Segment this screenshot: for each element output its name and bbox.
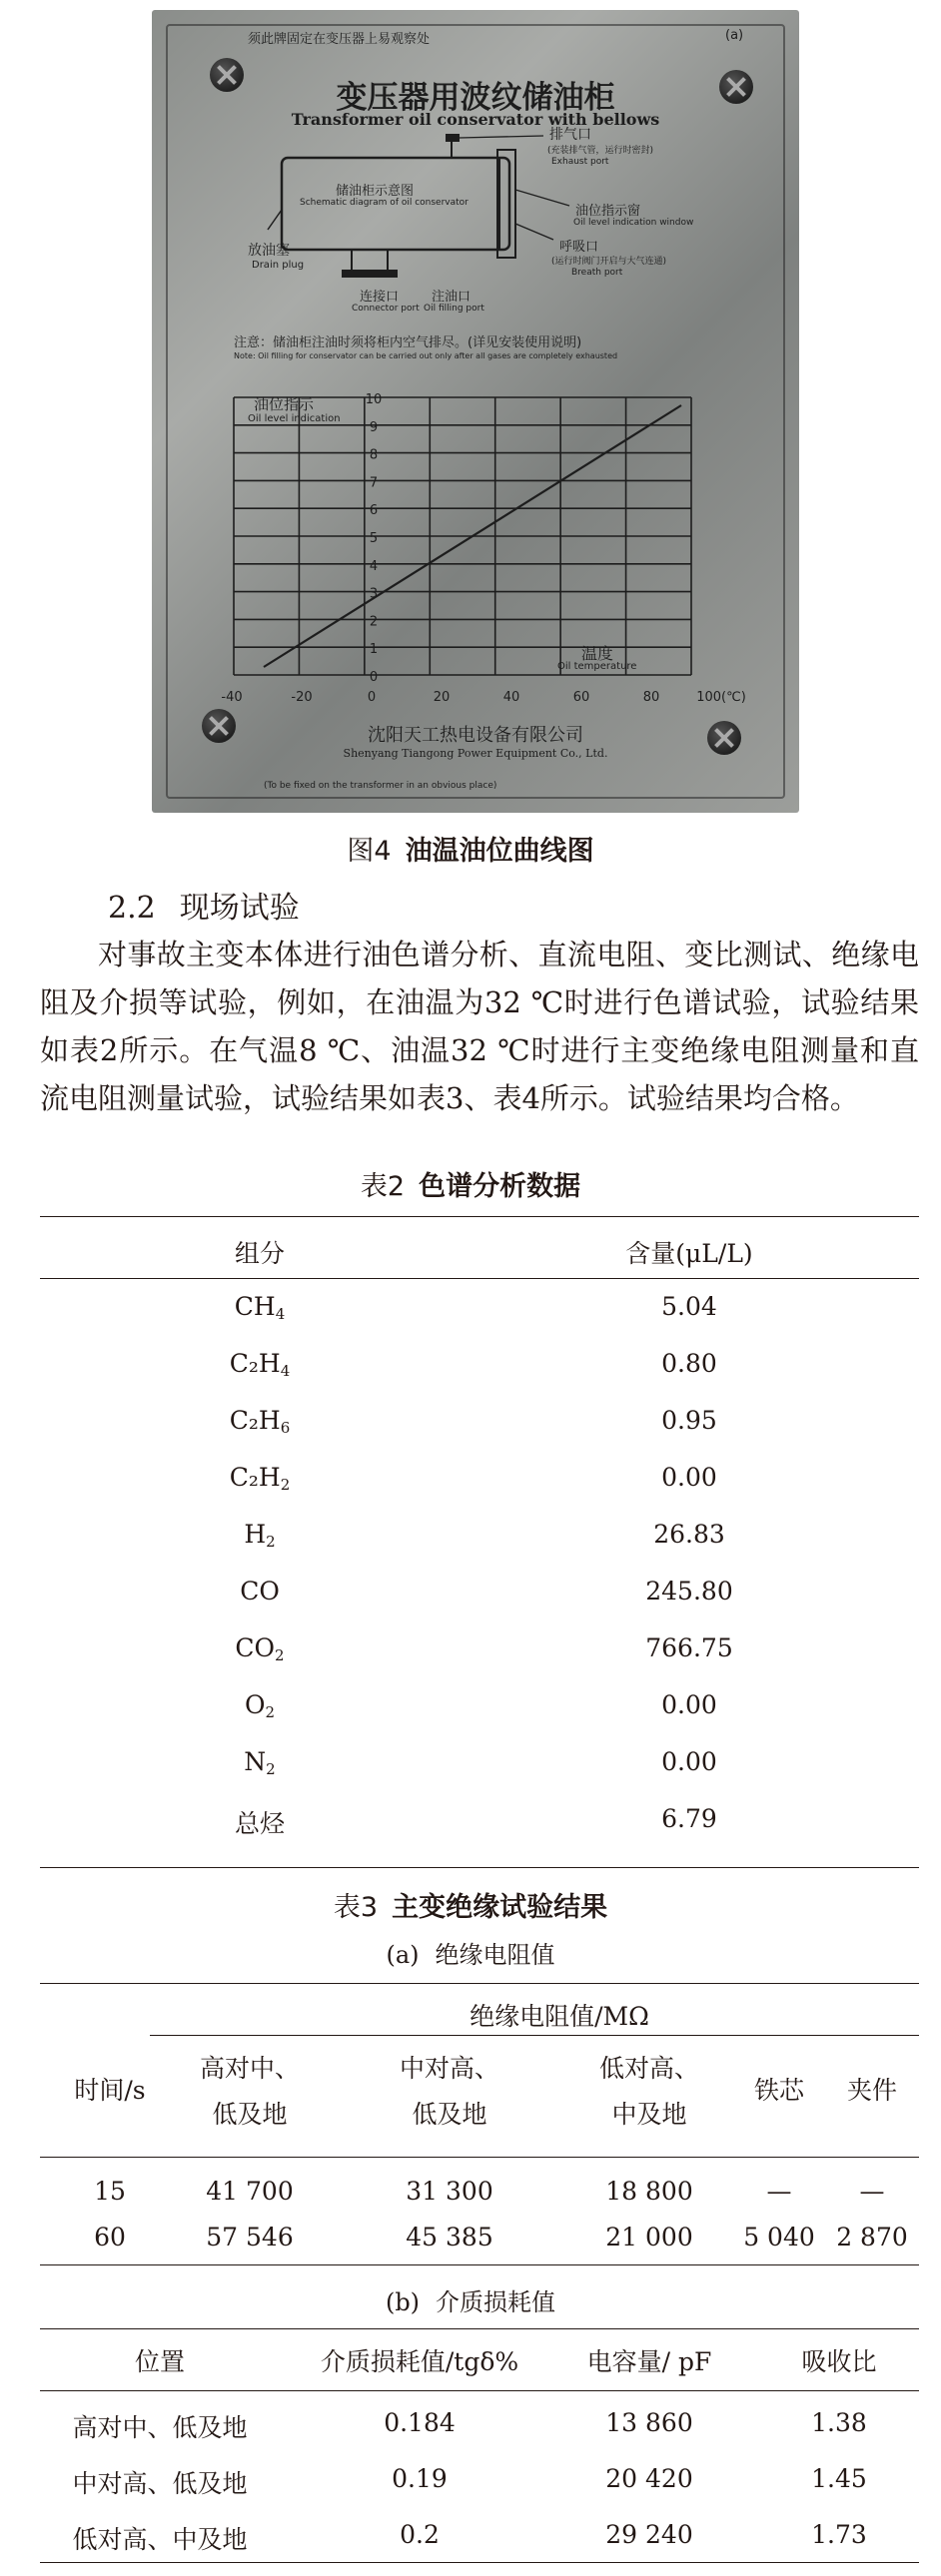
y-tick-label: 3 — [369, 586, 379, 602]
section-heading — [108, 883, 300, 927]
x-tick-label: 20 — [433, 690, 451, 705]
y-tick-label: 2 — [369, 614, 379, 630]
section-title: 现场试验 — [179, 891, 300, 926]
table3a-col-header-line2: 中及地 — [611, 2100, 687, 2129]
table3b-cell: 0.184 — [384, 2408, 456, 2437]
table3a-cell: 57 546 — [206, 2223, 294, 2252]
plate-note-cn: 注意：储油柜注油时须将柜内空气排尽。(详见安装使用说明) — [234, 335, 582, 350]
table3b-cell: 1.38 — [811, 2408, 867, 2437]
table3a-cell: — — [859, 2177, 885, 2206]
table3b-cell: 0.2 — [400, 2520, 440, 2549]
component-subscript: 4 — [275, 1305, 286, 1323]
y-tick-label: 10 — [365, 392, 383, 407]
table3a-time-header: 时间/s — [74, 2076, 146, 2105]
figure-caption — [0, 829, 941, 868]
table3a-col-header-line1: 低对高、 — [598, 2054, 699, 2083]
table3a-cell: 41 700 — [206, 2177, 294, 2206]
component-formula: H — [244, 1520, 267, 1549]
table3b-title: 介质损耗值 — [436, 2288, 556, 2316]
y-tick-label: 7 — [369, 475, 379, 491]
component-formula: O — [244, 1690, 266, 1719]
section-number: 2.2 — [108, 891, 156, 926]
table3a-col-header-line1: 高对中、 — [199, 2054, 300, 2083]
table3b-bottom-rule — [40, 2562, 919, 2563]
maker-cn: 沈阳天工热电设备有限公司 — [368, 725, 583, 746]
breath-label-cn: 呼吸口 — [559, 240, 599, 255]
figure-title: 油温油位曲线图 — [405, 836, 594, 867]
component-subscript: 2 — [266, 1760, 276, 1778]
y-tick-label: 6 — [369, 503, 379, 519]
table3b-top-rule — [40, 2328, 919, 2329]
oil-level-chart — [152, 10, 799, 813]
table3-number: 表3 — [333, 1892, 379, 1923]
x-tick-label: 40 — [502, 690, 520, 705]
x-tick-label: 100(℃) — [696, 690, 746, 705]
table3b-header-rule — [40, 2390, 919, 2391]
plate-note-en: Note: Oil filling for conservator can be carried out only after all gases are completely exhausted — [234, 351, 618, 360]
oil-temp-label-cn: 温度 — [581, 644, 614, 663]
table3a-cell: 45 385 — [406, 2223, 493, 2252]
drain-label-cn: 放油塞 — [248, 243, 290, 259]
table3a-col-header-line1: 中对高、 — [399, 2054, 499, 2083]
table2-header-rule — [40, 1278, 919, 1279]
table3b-cell: 1.45 — [811, 2464, 867, 2493]
oil-temp-label-en: Oil temperature — [557, 661, 637, 672]
connector-label-en: Connector port — [352, 304, 420, 314]
table3a-cell: 15 — [94, 2177, 126, 2206]
nameplate-photo — [152, 10, 799, 813]
table2-value: 6.79 — [661, 1804, 717, 1833]
drain-label-en: Drain plug — [252, 260, 305, 271]
table3b-cell: 中对高、低及地 — [72, 2469, 248, 2498]
table3a-group-header: 绝缘电阻值/MΩ — [470, 2002, 649, 2031]
table3b-header: 吸收比 — [801, 2347, 877, 2376]
maker-en: Shenyang Tiangong Power Equipment Co., Ltd. — [343, 747, 608, 760]
table2-value: 5.04 — [661, 1292, 717, 1321]
component-formula: C₂H — [229, 1349, 281, 1378]
table3b-header: 介质损耗值/tgδ% — [320, 2347, 519, 2376]
connector-label-cn: 连接口 — [360, 290, 400, 305]
plate-bottom-note: (To be fixed on the transformer in an obvious place) — [264, 781, 497, 791]
table3b-cell: 13 860 — [605, 2408, 693, 2437]
table3b-cell: 低对高、中及地 — [72, 2525, 248, 2554]
table3a-label: (a) — [386, 1941, 420, 1969]
table3b-header: 位置 — [134, 2347, 185, 2376]
component-subscript: 4 — [280, 1362, 291, 1380]
component-formula: C₂H — [229, 1406, 281, 1435]
table3a-cell: 21 000 — [605, 2223, 693, 2252]
table2-value: 245.80 — [645, 1577, 733, 1606]
schem-label-en: Schematic diagram of oil conservator — [300, 198, 469, 208]
table2-component — [160, 1633, 360, 1664]
table3b-cell: 20 420 — [605, 2464, 693, 2493]
table3a-cell: 60 — [94, 2223, 126, 2252]
fill-label-en: Oil filling port — [424, 304, 484, 314]
table3b-header: 电容量/ pF — [586, 2347, 712, 2376]
exhaust-label-cn: 排气口 — [549, 127, 591, 143]
table3b-subtitle — [0, 2282, 941, 2317]
table3b-cell: 1.73 — [811, 2520, 867, 2549]
table3a-subtitle — [0, 1935, 941, 1970]
breath-label-en: Breath port — [571, 268, 623, 278]
table3a-cell: 31 300 — [406, 2177, 493, 2206]
table3b-cell: 高对中、低及地 — [72, 2413, 248, 2442]
x-tick-label: -20 — [291, 690, 313, 705]
table2-value: 0.00 — [661, 1747, 717, 1776]
fill-label-cn: 注油口 — [432, 290, 471, 305]
table2-component — [160, 1690, 360, 1721]
table2-value: 0.00 — [661, 1463, 717, 1492]
plate-title-en: Transformer oil conservator with bellows — [291, 110, 660, 129]
table2-value: 26.83 — [653, 1520, 725, 1549]
table2-component — [160, 1406, 360, 1437]
x-tick-label: 80 — [642, 690, 660, 705]
oil-level-label-en: Oil level indication — [248, 413, 341, 424]
y-tick-label: 5 — [369, 531, 379, 546]
table3-title: 主变绝缘试验结果 — [392, 1892, 608, 1923]
plate-title-cn: 变压器用波纹储油柜 — [336, 80, 615, 116]
plate-top-note: 须此牌固定在变压器上易观察处 — [248, 32, 431, 47]
table2-component — [160, 1520, 360, 1551]
window-label-en: Oil level indication window — [573, 218, 694, 228]
table2-value: 0.95 — [661, 1406, 717, 1435]
table2-header-content: 含量(μL/L) — [625, 1239, 753, 1268]
table3a-group-rule — [150, 2035, 919, 2036]
table3a-header-rule — [40, 2157, 919, 2158]
component-formula: CO — [240, 1577, 280, 1606]
y-tick-label: 8 — [369, 447, 379, 463]
component-formula: C₂H — [229, 1463, 281, 1492]
component-subscript: 2 — [275, 1646, 285, 1664]
table2-component — [160, 1292, 360, 1323]
table3a-col-header: 夹件 — [846, 2076, 897, 2105]
window-label-cn: 油位指示窗 — [575, 204, 641, 219]
table3a-col-header-line2: 低及地 — [212, 2100, 288, 2129]
table2-title: 色谱分析数据 — [419, 1171, 581, 1202]
table2-caption — [0, 1164, 941, 1203]
plate-corner-mark: (a) — [725, 28, 744, 43]
y-tick-label: 9 — [369, 419, 379, 435]
table3a-cell: 18 800 — [605, 2177, 693, 2206]
table2-header-component: 组分 — [234, 1239, 285, 1268]
table3a-col-header: 铁芯 — [753, 2076, 804, 2105]
y-tick-label: 4 — [369, 558, 379, 574]
table2-top-rule — [40, 1216, 919, 1217]
table2-number: 表2 — [360, 1171, 406, 1202]
breath-label-sub: (运行时阀门开启与大气连通) — [551, 257, 667, 267]
table2-component — [160, 1577, 360, 1606]
table2-component — [160, 1463, 360, 1494]
exhaust-label-sub: (充装排气管，运行时密封) — [547, 146, 654, 156]
table2-component — [160, 1747, 360, 1778]
table2-value: 0.00 — [661, 1690, 717, 1719]
x-tick-label: -40 — [221, 690, 243, 705]
component-subscript: 2 — [266, 1533, 276, 1551]
component-subscript: 6 — [280, 1419, 291, 1437]
table3a-cell: 2 870 — [836, 2223, 908, 2252]
table3b-cell: 0.19 — [392, 2464, 448, 2493]
table3a-top-rule — [40, 1983, 919, 1984]
table2-component — [160, 1804, 360, 1840]
component-subscript: 2 — [280, 1476, 291, 1494]
component-formula: 总烃 — [234, 1809, 285, 1838]
figure-number: 图4 — [347, 836, 392, 867]
table2-value: 766.75 — [645, 1633, 733, 1662]
table3a-title: 绝缘电阻值 — [435, 1941, 555, 1969]
oil-level-label-cn: 油位指示 — [254, 395, 315, 413]
component-formula: N — [244, 1747, 267, 1776]
x-tick-label: 0 — [367, 690, 377, 705]
schem-label-cn: 储油柜示意图 — [336, 184, 415, 199]
table3a-bottom-rule — [40, 2264, 919, 2265]
table3-caption — [0, 1885, 941, 1924]
component-formula: CH — [234, 1292, 276, 1321]
body-paragraph: 对事故主变本体进行油色谱分析、直流电阻、变比测试、绝缘电阻及介损等试验，例如，在油温为32 ℃时进行色谱试验，试验结果如表2所示。在气温8 ℃、油温32 ℃时进行主变绝缘电阻测量和直流电阻测量试验，试验结果如表3、表4所示。试验结果均合格。 — [40, 938, 919, 1115]
table2-component — [160, 1349, 360, 1380]
table3b-cell: 29 240 — [605, 2520, 693, 2549]
table2-bottom-rule — [40, 1867, 919, 1868]
x-tick-label: 60 — [572, 690, 590, 705]
table3b-label: (b) — [385, 2288, 421, 2316]
exhaust-label-en: Exhaust port — [551, 157, 609, 167]
y-tick-label: 0 — [369, 670, 379, 685]
y-tick-label: 1 — [369, 642, 379, 658]
component-subscript: 2 — [265, 1703, 276, 1721]
table3a-col-header-line2: 低及地 — [412, 2100, 487, 2129]
table3a-cell: 5 040 — [743, 2223, 815, 2252]
table2-value: 0.80 — [661, 1349, 717, 1378]
component-formula: CO — [235, 1633, 276, 1662]
table3a-cell: — — [766, 2177, 792, 2206]
